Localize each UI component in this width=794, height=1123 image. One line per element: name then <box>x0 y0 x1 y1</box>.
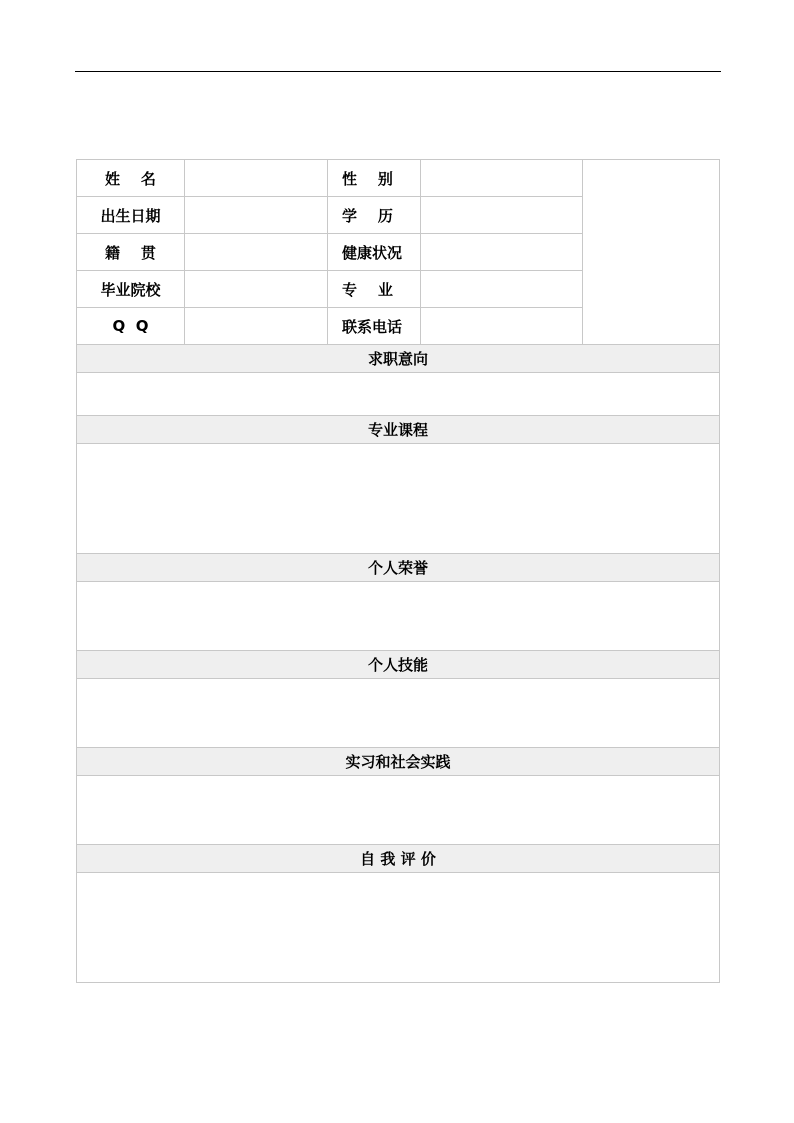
label-school: 毕业院校 <box>77 271 185 308</box>
section-title: 个人荣誉 <box>77 554 720 582</box>
section-header-courses <box>77 416 720 444</box>
section-title: 专业课程 <box>77 416 720 444</box>
section-header-skills <box>77 651 720 679</box>
label-native-place: 籍 贯 <box>77 234 185 271</box>
major-value-field[interactable] <box>421 271 583 308</box>
label-name: 姓 名 <box>77 160 185 197</box>
label-health: 健康状况 <box>328 234 421 271</box>
label-major: 专 业 <box>328 271 421 308</box>
section-header-honors <box>77 554 720 582</box>
education-value-field[interactable] <box>421 197 583 234</box>
name-value-field[interactable] <box>185 160 328 197</box>
label-birthdate: 出生日期 <box>77 197 185 234</box>
native-place-value-field[interactable] <box>185 234 328 271</box>
section-title: 自 我 评 价 <box>77 845 720 873</box>
skills-field[interactable] <box>77 679 720 748</box>
section-body-self-evaluation <box>77 873 720 983</box>
header-rule <box>75 71 721 72</box>
qq-value-field[interactable] <box>185 308 328 345</box>
resume-table <box>76 159 720 983</box>
section-body-internship <box>77 776 720 845</box>
section-body-skills <box>77 679 720 748</box>
section-title: 实习和社会实践 <box>77 748 720 776</box>
photo-area[interactable] <box>583 160 720 345</box>
self-evaluation-field[interactable] <box>77 873 720 983</box>
section-body-honors <box>77 582 720 651</box>
section-title: 个人技能 <box>77 651 720 679</box>
info-row-name <box>77 160 720 197</box>
birthdate-value-field[interactable] <box>185 197 328 234</box>
label-phone: 联系电话 <box>328 308 421 345</box>
health-value-field[interactable] <box>421 234 583 271</box>
label-qq: Q Q <box>77 308 185 345</box>
label-education: 学 历 <box>328 197 421 234</box>
honors-field[interactable] <box>77 582 720 651</box>
section-header-internship <box>77 748 720 776</box>
label-gender: 性 别 <box>328 160 421 197</box>
section-header-self-evaluation <box>77 845 720 873</box>
section-body-courses <box>77 444 720 554</box>
courses-field[interactable] <box>77 444 720 554</box>
school-value-field[interactable] <box>185 271 328 308</box>
internship-field[interactable] <box>77 776 720 845</box>
job-intention-field[interactable] <box>77 373 720 416</box>
gender-value-field[interactable] <box>421 160 583 197</box>
section-body-job-intention <box>77 373 720 416</box>
section-header-job-intention <box>77 345 720 373</box>
phone-value-field[interactable] <box>421 308 583 345</box>
section-title: 求职意向 <box>77 345 720 373</box>
